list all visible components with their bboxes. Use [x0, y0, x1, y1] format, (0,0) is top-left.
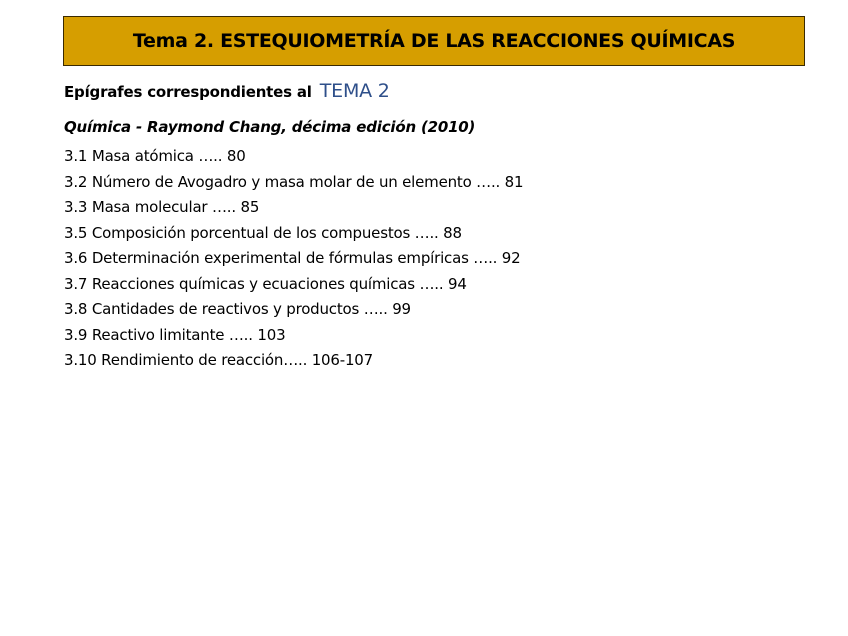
- section-item: 3.1 Masa atómica ….. 80: [64, 147, 246, 165]
- section-item: 3.9 Reactivo limitante ….. 103: [64, 325, 286, 344]
- section-item: 3.8 Cantidades de reactivos y productos ….. 99: [64, 300, 411, 318]
- section-item: 3.10 Rendimiento de reacción….. 106-107: [64, 351, 373, 369]
- section-heading: [64, 80, 824, 108]
- section-item: 3.3 Masa molecular ….. 85: [64, 198, 260, 216]
- section-item: 3.5 Composición porcentual de los compuestos ….. 88: [64, 223, 462, 242]
- section-item: 3.2 Número de Avogadro y masa molar de un elemento ….. 81: [64, 172, 524, 191]
- title-banner: [63, 16, 805, 66]
- book-reference: Química - Raymond Chang, décima edición (2010): [64, 118, 476, 136]
- section-item: 3.6 Determinación experimental de fórmulas empíricas ….. 92: [64, 249, 521, 267]
- slide-title: Tema 2. ESTEQUIOMETRÍA DE LAS REACCIONES QUÍMICAS: [132, 30, 736, 52]
- section-heading-label: Epígrafes correspondientes al: [64, 83, 312, 101]
- section-heading-topic: TEMA 2: [319, 80, 390, 102]
- section-item: 3.7 Reacciones químicas y ecuaciones químicas ….. 94: [64, 274, 467, 293]
- slide-content: [64, 80, 824, 374]
- section-list: [64, 144, 824, 374]
